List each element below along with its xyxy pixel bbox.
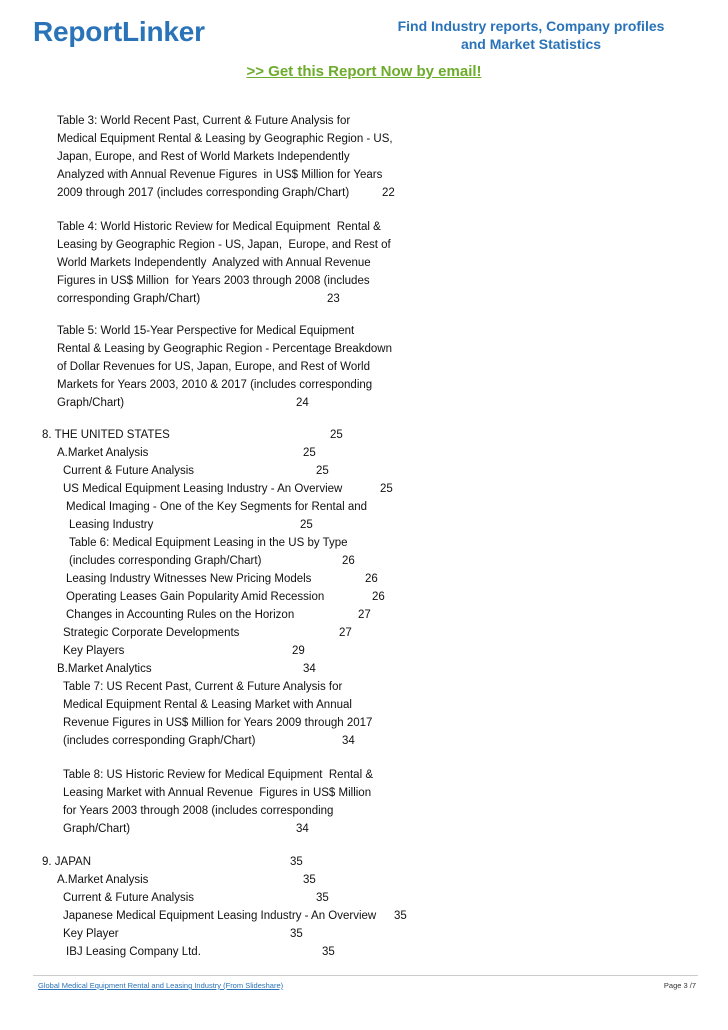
toc-line: Graph/Chart)	[57, 397, 125, 409]
toc-line: (includes corresponding Graph/Chart)	[69, 555, 262, 567]
toc-page-number: 25	[300, 519, 313, 531]
toc-page-number: 35	[394, 910, 407, 922]
tagline-line-2: and Market Statistics	[460, 36, 602, 52]
footer-page-number: Page 3 /7	[663, 981, 696, 990]
toc-line: Table 3: World Recent Past, Current & Future Analysis for	[57, 115, 351, 127]
toc-page-number: 26	[342, 555, 355, 567]
toc-line: Table 8: US Historic Review for Medical Equipment Rental &	[63, 769, 373, 781]
toc-line: Key Player	[63, 928, 119, 940]
toc-line: Figures in US$ Million for Years 2003 through 2008 (includes	[57, 275, 370, 287]
toc-page-number: 22	[382, 187, 395, 199]
toc-line: Analyzed with Annual Revenue Figures in US$ Million for Years	[57, 169, 383, 181]
footer-source-link[interactable]: Global Medical Equipment Rental and Leasing Industry (From Slideshare)	[38, 981, 284, 990]
toc-line: Operating Leases Gain Popularity Amid Recession	[66, 591, 325, 603]
toc-line: Medical Equipment Rental & Leasing by Geographic Region - US,	[57, 133, 393, 145]
toc-line: Table 5: World 15-Year Perspective for Medical Equipment	[57, 325, 355, 337]
toc-section-heading: 9. JAPAN	[42, 856, 91, 868]
get-report-link[interactable]: >> Get this Report Now by email!	[246, 63, 482, 80]
toc-line: World Markets Independently Analyzed with Annual Revenue	[57, 257, 371, 269]
toc-line: A.Market Analysis	[57, 874, 149, 886]
toc-line: Table 6: Medical Equipment Leasing in the US by Type	[69, 537, 348, 549]
toc-page-number: 34	[342, 735, 355, 747]
toc-line: Leasing Industry	[69, 519, 154, 531]
toc-page-number: 25	[330, 429, 343, 441]
tagline-line-1: Find Industry reports, Company profiles	[397, 18, 665, 34]
toc-line: Changes in Accounting Rules on the Horizon	[66, 609, 295, 621]
toc-page-number: 23	[327, 293, 340, 305]
toc-section-heading: 8. THE UNITED STATES	[42, 429, 170, 441]
reportlinker-logo[interactable]: ReportLinker	[33, 16, 205, 47]
toc-line: Table 4: World Historic Review for Medical Equipment Rental &	[57, 221, 381, 233]
toc-page-number: 25	[380, 483, 393, 495]
toc-line: US Medical Equipment Leasing Industry - An Overview	[63, 483, 343, 495]
toc-line: Japanese Medical Equipment Leasing Industry - An Overview	[63, 910, 377, 922]
toc-line: Leasing by Geographic Region - US, Japan, Europe, and Rest of	[57, 239, 391, 251]
footer-divider	[33, 975, 698, 976]
toc-page-number: 25	[303, 447, 316, 459]
toc-line: Key Players	[63, 645, 125, 657]
toc-page-number: 26	[372, 591, 385, 603]
toc-line: 2009 through 2017 (includes corresponding Graph/Chart)	[57, 187, 350, 199]
toc-page-number: 35	[290, 928, 303, 940]
toc-line: Current & Future Analysis	[63, 465, 195, 477]
toc-line: Leasing Industry Witnesses New Pricing Models	[66, 573, 312, 585]
toc-page-number: 34	[303, 663, 316, 675]
toc-line: Markets for Years 2003, 2010 & 2017 (includes corresponding	[57, 379, 373, 391]
toc-line: Rental & Leasing by Geographic Region - Percentage Breakdown	[57, 343, 392, 355]
toc-page-number: 27	[358, 609, 371, 621]
toc-page-number: 35	[322, 946, 335, 958]
toc-line: for Years 2003 through 2008 (includes corresponding	[63, 805, 334, 817]
toc-line: A.Market Analysis	[57, 447, 149, 459]
toc-page-number: 34	[296, 823, 309, 835]
toc-page-number: 24	[296, 397, 309, 409]
toc-line: B.Market Analytics	[57, 663, 152, 675]
toc-page-number: 35	[316, 892, 329, 904]
toc-page-number: 29	[292, 645, 305, 657]
toc-line: corresponding Graph/Chart)	[57, 293, 201, 305]
toc-page-number: 35	[303, 874, 316, 886]
toc-line: Graph/Chart)	[63, 823, 131, 835]
toc-line: Revenue Figures in US$ Million for Years 2009 through 2017	[63, 717, 373, 729]
toc-line: Table 7: US Recent Past, Current & Future Analysis for	[63, 681, 343, 693]
toc-line: (includes corresponding Graph/Chart)	[63, 735, 256, 747]
toc-line: Leasing Market with Annual Revenue Figures in US$ Million	[63, 787, 372, 799]
toc-line: Medical Equipment Rental & Leasing Market with Annual	[63, 699, 352, 711]
toc-page-number: 35	[290, 856, 303, 868]
toc-line: Strategic Corporate Developments	[63, 627, 240, 639]
toc-line: Medical Imaging - One of the Key Segments for Rental and	[66, 501, 368, 513]
toc-page-number: 27	[339, 627, 352, 639]
toc-line: Current & Future Analysis	[63, 892, 195, 904]
toc-line: of Dollar Revenues for US, Japan, Europe, and Rest of World	[57, 361, 371, 373]
toc-line: IBJ Leasing Company Ltd.	[66, 946, 201, 958]
toc-page-number: 25	[316, 465, 329, 477]
toc-page-number: 26	[365, 573, 378, 585]
toc-line: Japan, Europe, and Rest of World Markets Independently	[57, 151, 350, 163]
